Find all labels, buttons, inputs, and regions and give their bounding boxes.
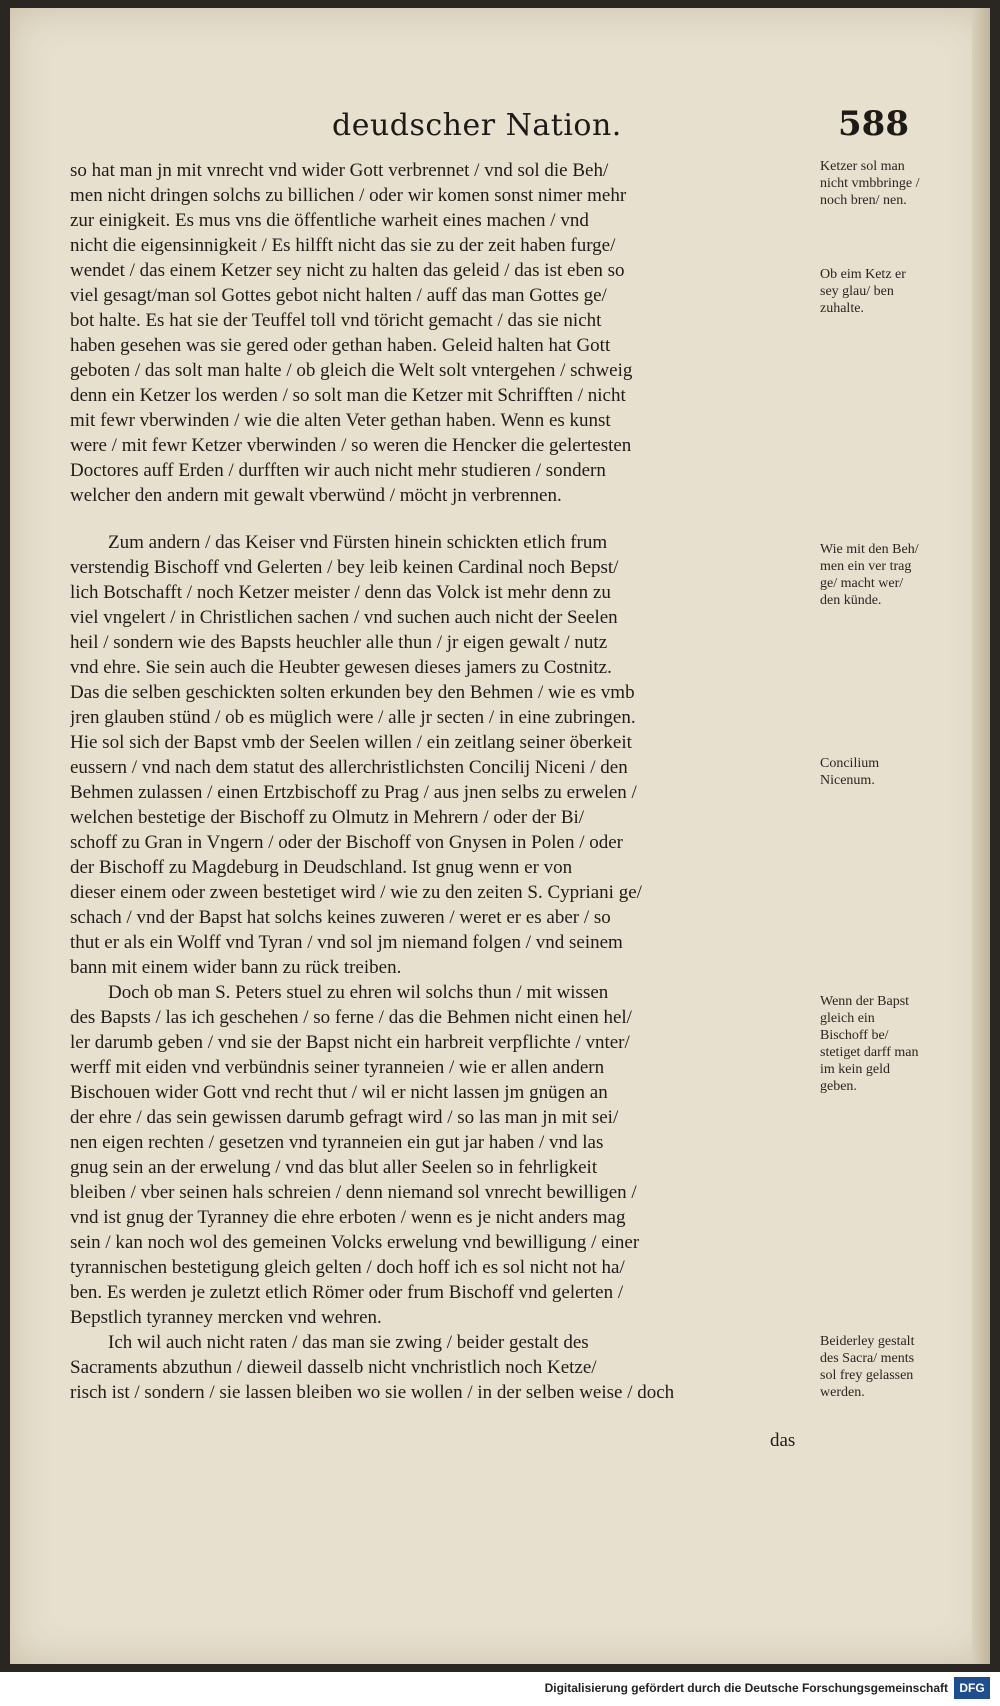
text-line: nen eigen rechten / gesetzen vnd tyranneien ein gut jar haben / vnd las: [70, 1132, 604, 1153]
text-line: risch ist / sondern / sie lassen bleiben wo sie wollen / in der selben weise / doch: [70, 1382, 675, 1403]
text-line: der ehre / das sein gewissen darumb gefragt wird / so las man jn mit sei/: [70, 1107, 619, 1128]
text-line: Doctores auff Erden / durfften wir auch nicht mehr studieren / sondern: [70, 460, 606, 481]
margin-note: Wie mit den Beh/ men ein ver trag ge/ macht wer/ den künde.: [820, 542, 919, 608]
text-line: Ich wil auch nicht raten / das man sie zwing / beider gestalt des: [108, 1332, 589, 1353]
text-line: vnd ehre. Sie sein auch die Heubter gewesen dieses jamers zu Costnitz.: [70, 657, 612, 678]
text-line: bot halte. Es hat sie der Teuffel toll vnd töricht gemacht / das sie nicht: [70, 310, 602, 331]
text-line: Das die selben geschickten solten erkunden bey den Behmen / wie es vmb: [70, 682, 635, 703]
text-line: eussern / vnd nach dem statut des allerchristlichsten Concilij Niceni / den: [70, 757, 628, 778]
paragraph-4: [70, 1330, 810, 1405]
text-line: zur einigkeit. Es mus vns die öffentliche warheit eines machen / vnd: [70, 210, 589, 231]
text-line: Bepstlich tyranney mercken vnd wehren.: [70, 1307, 382, 1328]
text-line: Hie sol sich der Bapst vmb der Seelen willen / ein zeitlang seiner öberkeit: [70, 732, 632, 753]
page-number: 588: [838, 104, 909, 144]
book-page: [10, 8, 990, 1664]
text-line: ler darumb geben / vnd sie der Bapst nicht ein harbreit verpflichte / vnter/: [70, 1032, 630, 1053]
text-line: dieser einem oder zween bestetiget wird / wie zu den zeiten S. Cypriani ge/: [70, 882, 642, 903]
paragraph-1: [70, 158, 810, 508]
text-line: ben. Es werden je zuletzt etlich Römer oder frum Bischoff vnd gelerten /: [70, 1282, 624, 1303]
running-head: deudscher Nation.: [332, 108, 622, 143]
paragraph-2: [70, 530, 810, 980]
body-text: [70, 158, 810, 1405]
text-line: were / mit fewr Ketzer vberwinden / so weren die Hencker die gelertesten: [70, 435, 632, 456]
text-line: lich Botschafft / noch Ketzer meister / denn das Volck ist mehr denn zu: [70, 582, 611, 603]
margin-note: Ketzer sol man nicht vmbbringe / noch bren/ nen.: [820, 159, 920, 208]
text-line: Sacraments abzuthun / dieweil dasselb nicht vnchristlich noch Ketze/: [70, 1357, 597, 1378]
text-line: schoff zu Gran in Vngern / oder der Bischoff von Gnysen in Polen / oder: [70, 832, 624, 853]
page-edge: [972, 8, 990, 1664]
text-line: tyrannischen bestetigung gleich gelten / doch hoff ich es sol nicht not ha/: [70, 1257, 625, 1278]
text-line: viel gesagt/man sol Gottes gebot nicht halten / auff das man Gottes ge/: [70, 285, 607, 306]
text-line: Bischouen wider Gott vnd recht thut / wil er nicht lassen jm gnügen an: [70, 1082, 608, 1103]
text-line: so hat man jn mit vnrecht vnd wider Gott verbrennet / vnd sol die Beh/: [70, 160, 609, 181]
margin-note: Beiderley gestalt des Sacra/ ments sol frey gelassen werden.: [820, 1334, 915, 1400]
text-line: Doch ob man S. Peters stuel zu ehren wil solchs thun / mit wissen: [108, 982, 609, 1003]
paragraph-3: [70, 980, 810, 1330]
text-line: geboten / das solt man halte / ob gleich die Welt solt vntergehen / schweig: [70, 360, 633, 381]
margin-note: Wenn der Bapst gleich ein Bischoff be/ stetiget darff man im kein geld geben.: [820, 994, 919, 1094]
text-line: nicht die eigensinnigkeit / Es hilfft nicht das sie zu der zeit haben furge/: [70, 235, 616, 256]
text-line: wendet / das einem Ketzer sey nicht zu halten das geleid / das ist eben so: [70, 260, 625, 281]
text-line: Zum andern / das Keiser vnd Fürsten hinein schickten etlich frum: [108, 532, 608, 553]
text-line: haben gesehen was sie gered oder gethan haben. Geleid halten hat Gott: [70, 335, 611, 356]
text-line: bleiben / vber seinen hals schreien / denn niemand sol vnrecht bewilligen /: [70, 1182, 637, 1203]
text-line: vnd ist gnug der Tyranney die ehre erboten / wenn es je nicht anders mag: [70, 1207, 626, 1228]
text-line: bann mit einem wider bann zu rück treiben.: [70, 957, 402, 978]
text-line: viel vngelert / in Christlichen sachen / vnd suchen auch nicht der Seelen: [70, 607, 618, 628]
footer-bar: [0, 1672, 1000, 1706]
text-line: welcher den andern mit gewalt vberwünd / möcht jn verbrennen.: [70, 485, 562, 506]
text-line: jren glauben stünd / ob es müglich were / alle jr secten / in eine zubringen.: [70, 707, 636, 728]
text-line: welchen bestetige der Bischoff zu Olmutz in Mehrern / oder der Bi/: [70, 807, 585, 828]
catchword: das: [770, 1430, 796, 1451]
text-line: mit fewr vberwinden / wie die alten Veter gethan haben. Wenn es kunst: [70, 410, 611, 431]
text-line: des Bapsts / las ich geschehen / so ferne / das die Behmen nicht einen hel/: [70, 1007, 632, 1028]
text-line: verstendig Bischoff vnd Gelerten / bey leib keinen Cardinal noch Bepst/: [70, 557, 619, 578]
text-line: der Bischoff zu Magdeburg in Deudschland. Ist gnug wenn er von: [70, 857, 573, 878]
text-line: men nicht dringen solchs zu billichen / oder wir komen sonst nimer mehr: [70, 185, 627, 206]
text-line: werff mit eiden vnd verbündnis seiner tyranneien / wie er allen andern: [70, 1057, 605, 1078]
margin-note: Ob eim Ketz er sey glau/ ben zuhalte.: [820, 267, 906, 316]
text-line: denn ein Ketzer los werden / so solt man die Ketzer mit Schrifften / nicht: [70, 385, 626, 406]
text-line: gnug sein an der erwelung / vnd das blut aller Seelen so in fehrligkeit: [70, 1157, 598, 1178]
text-line: Behmen zulassen / einen Ertzbischoff zu Prag / aus jnen selbs zu erwelen /: [70, 782, 637, 803]
margin-note: Concilium Nicenum.: [820, 756, 880, 788]
text-line: schach / vnd der Bapst hat solchs keines zuweren / weret er es aber / so: [70, 907, 611, 928]
funding-notice: Digitalisierung gefördert durch die Deutsche Forschungsgemeinschaft: [544, 1681, 948, 1695]
text-line: thut er als ein Wolff vnd Tyran / vnd sol jm niemand folgen / vnd seinem: [70, 932, 623, 953]
text-line: sein / kan noch wol des gemeinen Volcks erwelung vnd bewilligung / einer: [70, 1232, 640, 1253]
text-line: heil / sondern wie des Bapsts heuchler alle thun / jr eigen gewalt / nutz: [70, 632, 608, 653]
dfg-logo: DFG: [954, 1677, 990, 1699]
